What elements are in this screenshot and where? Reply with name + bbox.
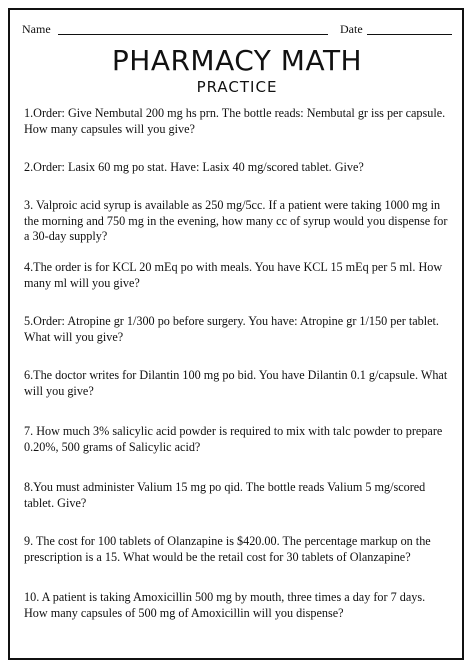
question-4: 4.The order is for KCL 20 mEq po with meals. You have KCL 15 mEq per 5 ml. How many ml will you give? — [24, 260, 443, 290]
name-field-line[interactable] — [58, 34, 328, 35]
question-6: 6.The doctor writes for Dilantin 100 mg po bid. You have Dilantin 0.1 g/capsule. What will you give? — [24, 368, 448, 398]
header-row — [22, 22, 452, 40]
page-title: PHARMACY MATH — [111, 44, 363, 77]
question-1: 1.Order: Give Nembutal 200 mg hs prn. The bottle reads: Nembutal gr iss per capsule. How many capsules will you give? — [24, 106, 446, 136]
page-subtitle: PRACTICE — [196, 78, 278, 96]
question-7: 7. How much 3% salicylic acid powder is required to mix with talc powder to prepare 0.20%, 500 grams of Salicylic acid? — [24, 424, 443, 454]
question-5: 5.Order: Atropine gr 1/300 po before surgery. You have: Atropine gr 1/150 per tablet. What will you give? — [24, 314, 439, 344]
question-10: 10. A patient is taking Amoxicillin 500 mg by mouth, three times a day for 7 days. How many capsules of 500 mg of Amoxicillin will you dispense? — [24, 590, 426, 620]
question-9: 9. The cost for 100 tablets of Olanzapine is $420.00. The percentage markup on the prescription is a 15. What would be the retail cost for 30 tablets of Olanzapine? — [24, 534, 431, 564]
name-label: Name — [22, 22, 51, 36]
question-2: 2.Order: Lasix 60 mg po stat. Have: Lasix 40 mg/scored tablet. Give? — [24, 160, 364, 174]
question-3: 3. Valproic acid syrup is available as 250 mg/5cc. If a patient were taking 1000 mg in the morning and 750 mg in the evening, how many cc of syrup would you dispense for a 30-day supply? — [24, 198, 448, 243]
question-8: 8.You must administer Valium 15 mg po qid. The bottle reads Valium 5 mg/scored tablet. Give? — [24, 480, 426, 510]
date-field-line[interactable] — [367, 34, 452, 35]
date-label: Date — [340, 22, 363, 36]
